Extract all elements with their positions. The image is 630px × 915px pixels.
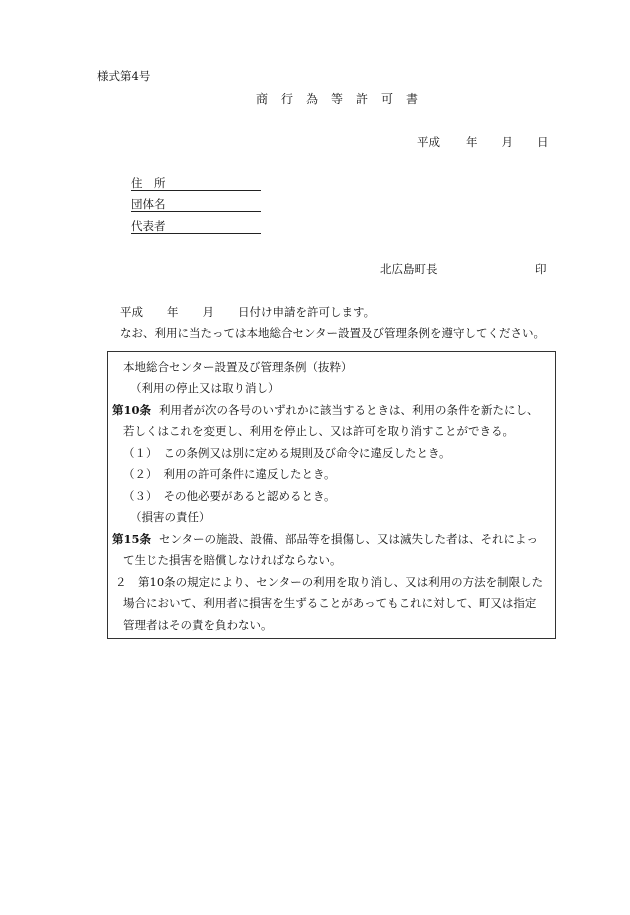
date-era: 平成 xyxy=(417,135,440,149)
excerpt-heading: 本地総合センター設置及び管理条例（抜粋） xyxy=(123,360,353,374)
article10-line1 xyxy=(112,403,539,417)
item1-num: （１） xyxy=(123,446,158,460)
item2-text: 利用の許可条件に違反したとき。 xyxy=(163,467,336,481)
paragraph2-line3: 管理者はその責を負わない。 xyxy=(123,618,273,632)
permit-era: 平成 xyxy=(120,305,143,319)
date-year: 年 xyxy=(466,135,478,149)
permit-year: 年 xyxy=(167,305,179,319)
article10-item-2 xyxy=(123,467,336,481)
seal-mark: 印 xyxy=(535,262,547,276)
section1-caption: （利用の停止又は取り消し） xyxy=(130,381,280,395)
section2-caption: （損害の責任） xyxy=(130,510,211,524)
representative-label: 代表者 xyxy=(131,219,166,233)
representative-field[interactable] xyxy=(131,219,261,234)
item3-text: その他必要があると認めるとき。 xyxy=(163,489,336,503)
permit-note: なお、利用に当たっては本地総合センター設置及び管理条例を遵守してください。 xyxy=(120,326,546,340)
article15-label: 第15条 xyxy=(112,532,152,546)
article15-line1 xyxy=(112,532,538,546)
item3-num: （３） xyxy=(123,489,158,503)
paragraph2-line2: 場合において、利用者に損害を生ずることがあってもこれに対して、町又は指定 xyxy=(123,596,537,610)
item1-text: この条例又は別に定める規則及び命令に違反したとき。 xyxy=(163,446,451,460)
document-title: 商行為等許可書 xyxy=(256,92,432,106)
article10-item-3 xyxy=(123,489,336,503)
item2-num: （２） xyxy=(123,467,158,481)
article10-line2: 若しくはこれを変更し、利用を停止し、又は許可を取り消すことができる。 xyxy=(123,424,514,438)
article15-line2: て生じた損害を賠償しなければならない。 xyxy=(123,553,342,567)
address-field[interactable] xyxy=(131,176,261,191)
date-day: 日 xyxy=(537,135,549,149)
organization-label: 団体名 xyxy=(131,197,166,211)
article10-item-1 xyxy=(123,446,451,460)
ordinance-excerpt-box xyxy=(107,351,556,639)
organization-field[interactable] xyxy=(131,197,261,212)
article10-label: 第10条 xyxy=(112,403,152,417)
date-line xyxy=(417,135,549,149)
form-number: 様式第4号 xyxy=(97,69,151,83)
paragraph2-line1: ２ 第10条の規定により、センターの利用を取り消し、又は利用の方法を制限した xyxy=(115,575,544,589)
address-label: 住 所 xyxy=(131,176,166,190)
article15-text1: センターの施設、設備、部品等を損傷し、又は滅失した者は、それによっ xyxy=(159,532,539,546)
date-month: 月 xyxy=(501,135,513,149)
permit-month: 月 xyxy=(202,305,214,319)
permit-rest: 日付け申請を許可します。 xyxy=(238,305,376,319)
permit-statement xyxy=(120,305,375,319)
issuer-name: 北広島町長 xyxy=(380,262,438,276)
article10-text1: 利用者が次の各号のいずれかに該当するときは、利用の条件を新たにし、 xyxy=(159,403,539,417)
